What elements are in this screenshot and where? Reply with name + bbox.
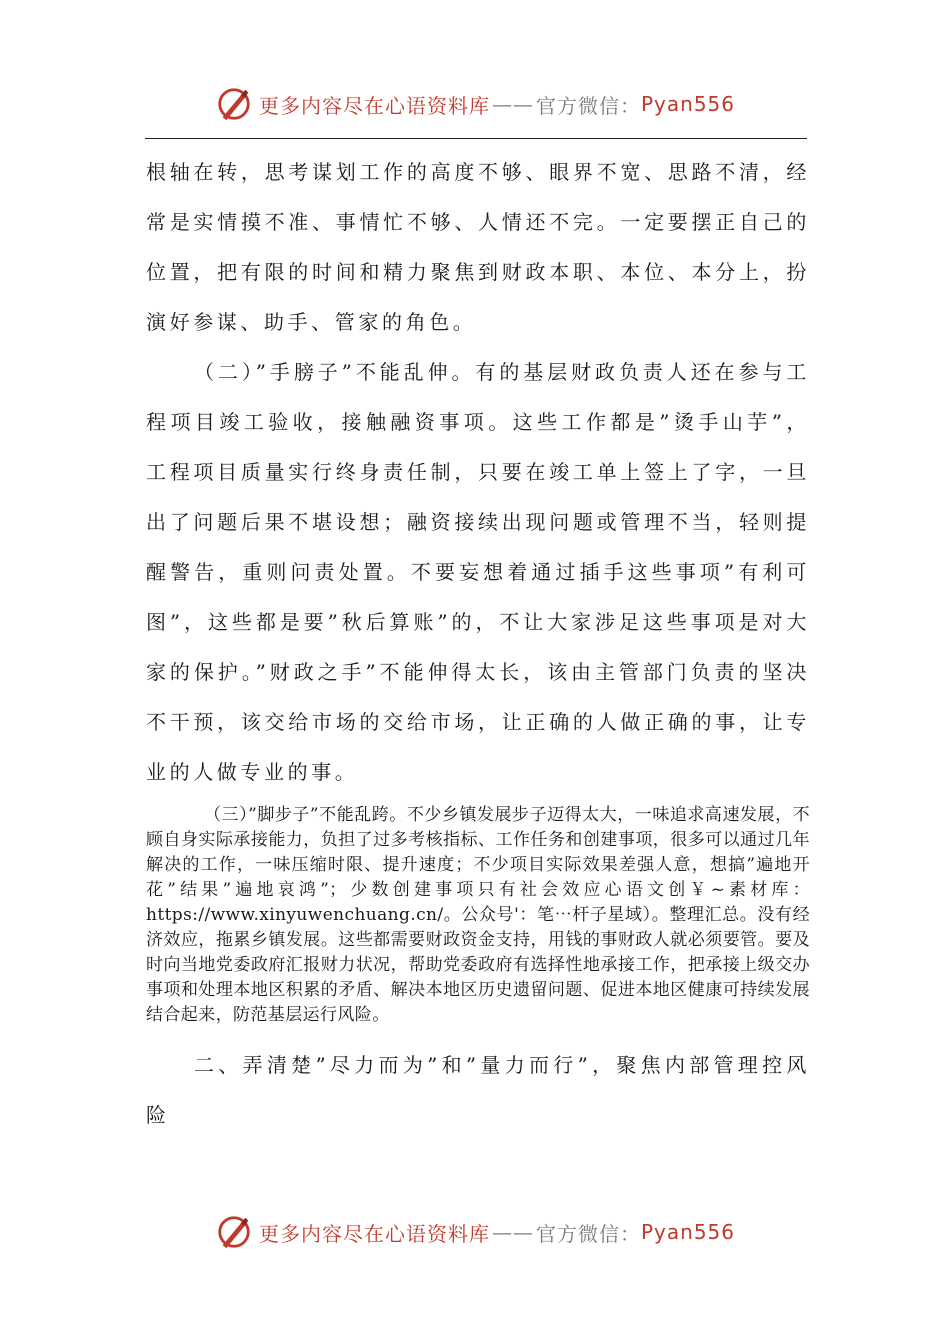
section-heading: 二、弄清楚”尽力而为”和”量力而行”，聚焦内部管理控风险 (146, 1053, 810, 1127)
pen-logo-icon (215, 85, 253, 123)
header-divider (145, 138, 807, 139)
pen-logo-icon (215, 1213, 253, 1251)
banner-dash: —— (491, 92, 534, 116)
banner-slogan: 更多内容尽在心语资料库 (258, 93, 490, 118)
banner-wechat-label: 官方微信： (535, 1221, 641, 1246)
banner-dash: —— (491, 1220, 534, 1244)
banner-wechat-id: Pyan556 (640, 92, 735, 116)
banner-slogan: 更多内容尽在心语资料库 (258, 1221, 490, 1246)
banner-wechat-id: Pyan556 (640, 1220, 735, 1244)
paragraph-3: （三）”脚步子”不能乱跨。不少乡镇发展步子迈得太大，一味追求高速发展，不顾自身实际承接能力，负担了过多考核指标、工作任务和创建事项，很多可以通过几年解决的工作，一味压缩时限、提升速度；不少项目实际效果差强人意，想搞”遍地开花”结果”遍地哀鸿”；少数创建事项只有社会效应心语文创￥~素材库：https://www.xinyuwenchuang.cn/。公众号'：笔⋯杆子星域）。整理汇总。没有经济效应，拖累乡镇发展。这些都需要财政资金支持，用钱的事财政人就必须要管。要及时向当地党委政府汇报财力状况，帮助党委政府有选择性地承接工作，把承接上级交办事项和处理本地区积累的矛盾、解决本地区历史遗留问题、促进本地区健康可持续发展结合起来，防范基层运行风险。 (146, 805, 810, 1025)
banner-wechat-label: 官方微信： (535, 93, 641, 118)
document-body (146, 147, 810, 1140)
header-banner (0, 80, 950, 128)
paragraph-2: （二）”手膀子”不能乱伸。有的基层财政负责人还在参与工程项目竣工验收，接触融资事项。这些工作都是”烫手山芋”，工程项目质量实行终身责任制，只要在竣工单上签上了字，一旦出了问题后果不堪设想；融资接续出现问题或管理不当，轻则提醒警告，重则问责处置。不要妄想着通过插手这些事项”有利可图”，这些都是要”秋后算账”的，不让大家涉足这些事项是对大家的保护。”财政之手”不能伸得太长，该由主管部门负责的坚决不干预，该交给市场的交给市场，让正确的人做正确的事，让专业的人做专业的事。 (146, 360, 810, 784)
paragraph-1: 根轴在转，思考谋划工作的高度不够、眼界不宽、思路不清，经常是实情摸不准、事情忙不够、人情还不完。一定要摆正自己的位置，把有限的时间和精力聚焦到财政本职、本位、本分上，扮演好参谋、助手、管家的角色。 (146, 160, 810, 334)
footer-banner (0, 1208, 950, 1256)
